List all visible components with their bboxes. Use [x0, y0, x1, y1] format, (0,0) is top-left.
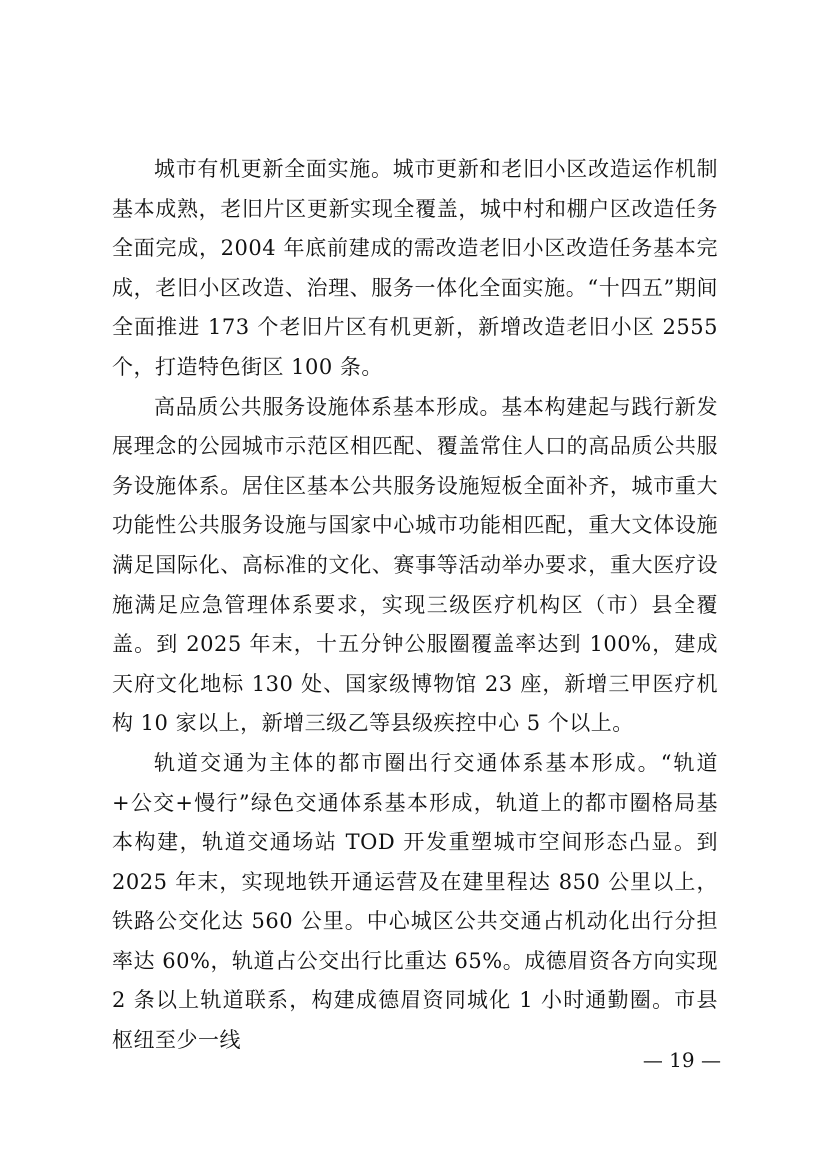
- paragraph-public-services: 高品质公共服务设施体系基本形成。基本构建起与践行新发展理念的公园城市示范区相匹配、覆盖常住人口的高品质公共服务设施体系。居住区基本公共服务设施短板全面补齐，城市重大功能性公共服务设施与国家中心城市功能相匹配，重大文体设施满足国际化、高标准的文化、赛事等活动举办要求，重大医疗设施满足应急管理体系要求，实现三级医疗机构区（市）县全覆盖。到 2025 年末，十五分钟公服圈覆盖率达到 100%，建成天府文化地标 130 处、国家级博物馆 23 座，新增三甲医疗机构 10 家以上，新增三级乙等县级疾控中心 5 个以上。: [112, 394, 718, 736]
- paragraph-rail-transit: 轨道交通为主体的都市圈出行交通体系基本形成。“轨道+公交+慢行”绿色交通体系基本形成，轨道上的都市圈格局基本构建，轨道交通场站 TOD 开发重塑城市空间形态凸显。到 2025 年末，实现地铁开通运营及在建里程达 850 公里以上，铁路公交化达 560 公里。中心城区公共交通占机动化出行分担率达 60%，轨道占公交出行比重达 65%。成德眉资各方向实现 2 条以上轨道联系，构建成德眉资同城化 1 小时通勤圈。市县枢纽至少一线: [112, 750, 718, 1053]
- paragraph-urban-renewal: 城市有机更新全面实施。城市更新和老旧小区改造运作机制基本成熟，老旧片区更新实现全覆盖，城中村和棚户区改造任务全面完成，2004 年底前建成的需改造老旧小区改造任务基本完成，老旧小区改造、治理、服务一体化全面实施。“十四五”期间全面推进 173 个老旧片区有机更新，新增改造老旧小区 2555 个，打造特色街区 100 条。: [112, 157, 718, 379]
- body-text: [112, 150, 718, 1061]
- page-number: — 19 —: [642, 1048, 721, 1072]
